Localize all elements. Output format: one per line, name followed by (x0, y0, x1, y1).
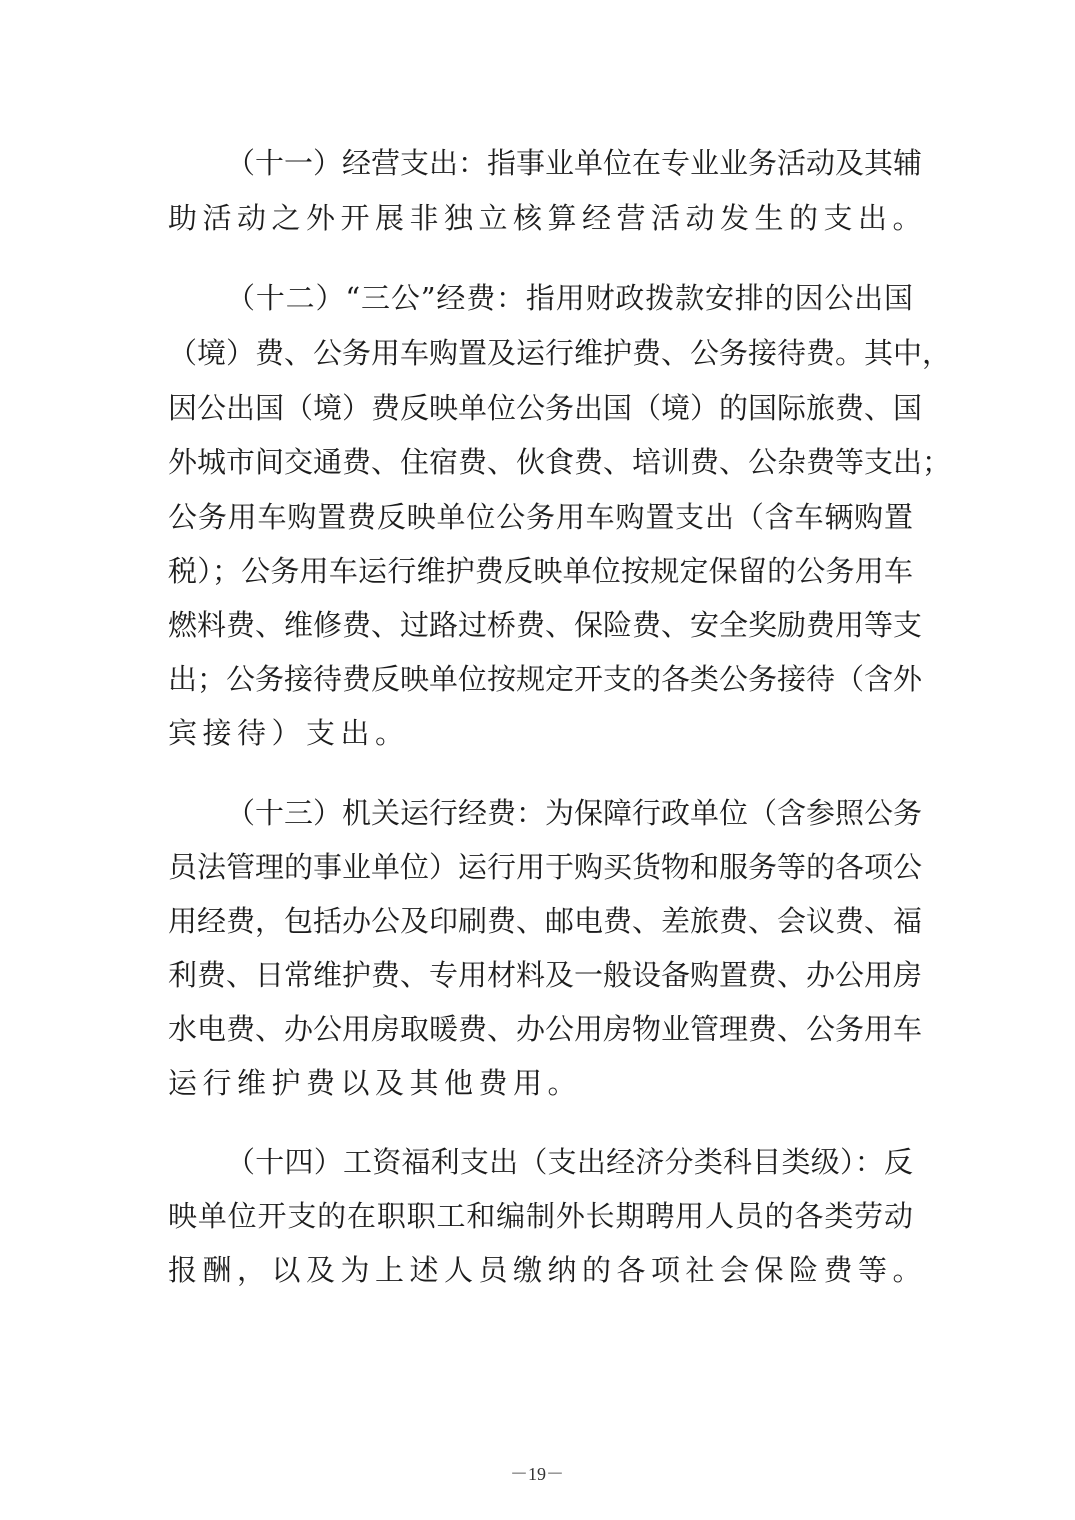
paragraph-line: 因公出国（境）费反映单位公务出国（境）的国际旅费、国 (168, 391, 923, 425)
paragraph-line: 用经费，包括办公及印刷费、邮电费、差旅费、会议费、福 (168, 904, 923, 938)
paragraph-line: （十一）经营支出：指事业单位在专业业务活动及其辅 (226, 146, 923, 180)
paragraph-line: 燃料费、维修费、过路过桥费、保险费、安全奖励费用等支 (168, 608, 923, 642)
paragraph-line: 运行维护费以及其他费用。 (168, 1066, 583, 1100)
paragraph-line: 出；公务接待费反映单位按规定开支的各类公务接待（含外 (168, 662, 923, 696)
paragraph-line: 税）；公务用车运行维护费反映单位按规定保留的公务用车 (168, 554, 913, 588)
paragraph-line: 外城市间交通费、住宿费、伙食费、培训费、公杂费等支出； (168, 445, 952, 479)
paragraph-line: （十二）“三公”经费：指用财政拨款安排的因公出国 (226, 281, 913, 315)
paragraph-line: （十三）机关运行经费：为保障行政单位（含参照公务 (226, 796, 923, 830)
paragraph-line: 宾接待）支出。 (168, 716, 410, 750)
paragraph-line: 员法管理的事业单位）运行用于购买货物和服务等的各项公 (168, 850, 923, 884)
paragraph-line: 水电费、办公用房取暖费、办公用房物业管理费、公务用车 (168, 1012, 923, 1046)
paragraph-line: 助活动之外开展非独立核算经营活动发生的支出。 (168, 201, 928, 235)
paragraph-line: 映单位开支的在职职工和编制外长期聘用人员的各类劳动 (168, 1199, 913, 1233)
paragraph-line: （十四）工资福利支出（支出经济分类科目类级）：反 (226, 1145, 913, 1179)
paragraph-line: （境）费、公务用车购置及运行维护费、公务接待费。其中， (168, 336, 952, 370)
paragraph-line: 公务用车购置费反映单位公务用车购置支出（含车辆购置 (168, 500, 913, 534)
page-number: －19－ (510, 1464, 564, 1484)
paragraph-line: 报酬，以及为上述人员缴纳的各项社会保险费等。 (168, 1253, 928, 1287)
paragraph-line: 利费、日常维护费、专用材料及一般设备购置费、办公用房 (168, 958, 923, 992)
